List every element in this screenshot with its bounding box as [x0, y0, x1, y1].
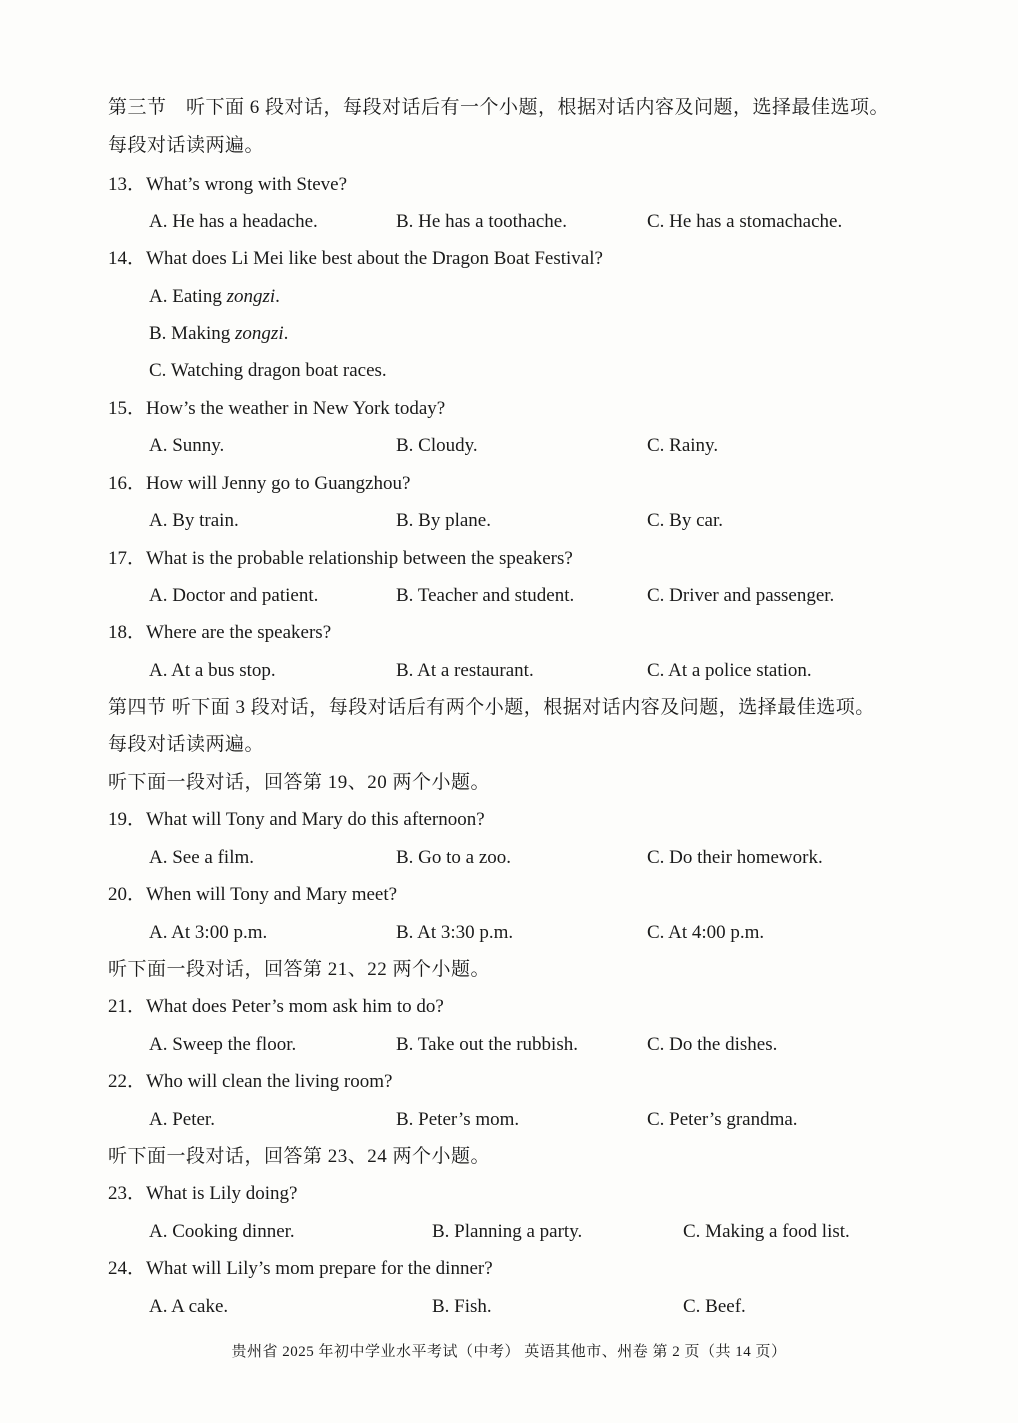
option-a: A. He has a headache.: [149, 211, 318, 232]
option-b: B. He has a toothache.: [396, 211, 567, 232]
option-a: A. At a bus stop.: [149, 660, 276, 681]
option-b: B. At a restaurant.: [396, 660, 534, 681]
option-a: A. A cake.: [149, 1296, 229, 1317]
option-b: B. Take out the rubbish.: [396, 1034, 578, 1055]
option-c: C. At a police station.: [647, 660, 812, 681]
option-c: C. Driver and passenger.: [647, 585, 835, 606]
option-c: C. He has a stomachache.: [647, 211, 843, 232]
option-a: A. At 3:00 p.m.: [149, 922, 268, 943]
option-a: A. See a film.: [149, 847, 255, 868]
option-c: C. By car.: [647, 510, 723, 531]
option-c: C. At 4:00 p.m.: [647, 922, 765, 943]
option-b: B. Peter’s mom.: [396, 1109, 520, 1130]
option-b: B. Fish.: [432, 1296, 492, 1317]
option-a: A. Peter.: [149, 1109, 215, 1130]
option-a: A. By train.: [149, 510, 239, 531]
option-a: A. Sweep the floor.: [149, 1034, 297, 1055]
option-c: C. Rainy.: [647, 435, 719, 456]
option-c: C. Making a food list.: [683, 1221, 850, 1242]
page-footer: 贵州省 2025 年初中学业水平考试（中考） 英语其他市、州卷 第 2 页（共 14 页）: [231, 1344, 787, 1360]
option-b: B. At 3:30 p.m.: [396, 922, 514, 943]
option-c: C. Beef.: [683, 1296, 746, 1317]
option-c: C. Do the dishes.: [647, 1034, 778, 1055]
option-b: B. Go to a zoo.: [396, 847, 512, 868]
option-c: C. Peter’s grandma.: [647, 1109, 798, 1130]
option-a: A. Sunny.: [149, 435, 225, 456]
option-a: A. Cooking dinner.: [149, 1221, 295, 1242]
option-b: B. By plane.: [396, 510, 491, 531]
option-b: B. Teacher and student.: [396, 585, 575, 606]
option-b: B. Planning a party.: [432, 1221, 583, 1242]
exam-page: 第三节 听下面 6 段对话，每段对话后有一个小题，根据对话内容及问题，选择最佳选项。 每段对话读两遍。 13．What’s wrong with Steve? A. He has a headache. B. He has a toothache. C. He has a stomachache. 14．What does Li Mei like best about the Dragon Boat Festival? A. Eating zongzi. B. Making zongzi. C. Watching dragon boat races. 15．How’s the weather in New York today? A. Sunny. B. Cloudy. C. Rainy. 16．How will Jenny go to Guangzhou? A. By train. B. By plane. C. By car. 17．What is the probable relationship between the speakers? A. Doctor and patient. B. Teacher and student. C. Driver and passenger. 18．Where are the speakers? A. At a bus stop. B. At a restaurant. C. At a police station. 第四节 听下面 3 段对话，每段对话后有两个小题，根据对话内容及问题，选择最佳选项。 每段对话读两遍。 听下面一段对话，回答第 19、20 两个小题。 19．What will Tony and Mary do this afternoon? A. See a film. B. Go to a zoo. C. Do their homework. 20．When will Tony and Mary meet? A. At 3:00 p.m. B. At 3:30 p.m. C. At 4:00 p.m. 听下面一段对话，回答第 21、22 两个小题。 21．What does Peter’s mom ask him to do? A. Sweep the floor. B. Take out the rubbish. C. Do the dishes. 22．Who will clean the living room? A. Peter. B. Peter’s mom. C. Peter’s grandma. 听下面一段对话，回答第 23、24 两个小题。 23．What is Lily doing? A. Cooking dinner. B. Planning a party. C. Making a food list. 24．What will Lily’s mom prepare for the dinner? A. A cake. B. Fish. C. Beef. 贵州省 2025 年初中学业水平考试（中考） 英语其他市、州卷 第 2 页（共 14 页）: [0, 0, 1018, 1423]
option-a: A. Doctor and patient.: [149, 585, 319, 606]
option-b: B. Cloudy.: [396, 435, 478, 456]
option-c: C. Do their homework.: [647, 847, 823, 868]
